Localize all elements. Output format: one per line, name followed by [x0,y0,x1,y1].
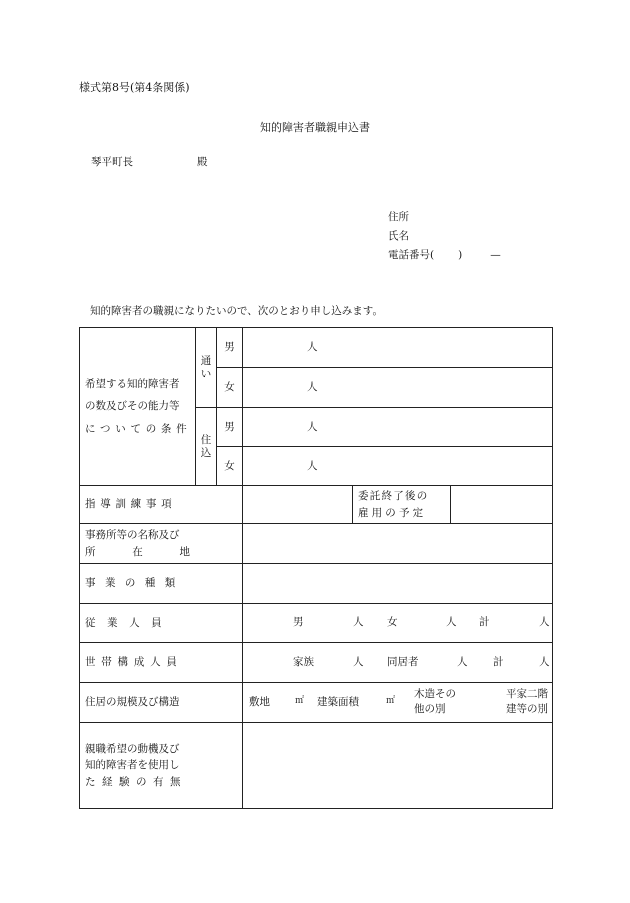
office-field[interactable] [243,524,553,564]
office-label-line1: 事務所等の名称及び [85,529,180,542]
household-family-unit: 人 [353,656,364,668]
guidance-row [80,486,553,524]
employees-male-unit: 人 [353,616,364,628]
applicant-block [388,212,501,269]
livein-char-2: 込 [200,446,212,459]
employees-field [243,604,553,643]
address-label: 住所 [388,211,409,223]
commute-char-2: い [200,367,212,380]
person-unit: 人 [307,420,318,433]
housing-floor-sqm: ㎡ [386,696,396,706]
phone-label: 電話番号( [388,249,435,261]
commute-female-count [243,368,553,408]
guidance-field[interactable] [243,486,353,524]
phone-row [388,250,501,269]
housing-wooden-line2: 他の別 [414,703,446,715]
employees-male: 男 [293,616,304,628]
motive-line3: た経験の有無 [85,775,188,788]
commute-male-label: 男 [217,328,243,368]
household-row [80,643,553,683]
livein-char-1: 住 [200,434,212,447]
form-number: 様式第8号(第4条関係) [79,81,190,94]
office-char-a: 所 [85,545,96,558]
employees-total-unit: 人 [539,616,550,628]
after-contract-line1: 委託終了後の [358,490,429,503]
name-label: 氏名 [388,230,409,242]
housing-site: 敷地 [249,696,270,708]
after-contract-field[interactable] [451,486,553,524]
household-field [243,643,553,683]
business-row [80,564,553,604]
livein-male-count [243,408,553,447]
honorific: 殿 [197,156,208,168]
office-row [80,524,553,564]
employees-female: 女 [387,616,398,628]
motive-row [80,723,553,809]
phone-dash: — [490,249,501,261]
housing-label: 住居の規模及び構造 [80,683,243,723]
office-label [80,524,243,564]
phone-paren-close: ) [458,249,463,261]
housing-field [243,683,553,723]
business-label: 事業の種類 [80,564,243,604]
office-label-line2 [85,544,190,560]
person-unit: 人 [307,381,318,394]
housing-storey-line1: 平家二階 [506,688,548,700]
housing-row [80,683,553,723]
commute-char-1: 通 [200,355,212,368]
document-title: 知的障害者職親申込書 [260,121,370,134]
wish-row-commute-male [80,328,553,368]
housing-storey-line2: 建等の別 [506,703,548,715]
household-cohabitant-unit: 人 [457,656,468,668]
commute-label [196,328,217,408]
motive-field[interactable] [243,723,553,809]
motive-label [80,723,243,809]
commute-male-count [243,328,553,368]
person-unit: 人 [307,341,318,354]
household-family: 家族 [293,656,314,668]
employees-total: 計 [479,616,490,628]
livein-male-label: 男 [217,408,243,447]
livein-female-label: 女 [217,447,243,486]
employees-row [80,604,553,643]
wish-label-line1: 希望する知的障害者 [85,378,180,391]
employees-female-unit: 人 [446,616,457,628]
wish-label-cell [80,328,196,486]
after-contract-label [353,486,451,524]
housing-floor-area: 建築面積 [317,696,359,708]
commute-female-label: 女 [217,368,243,408]
household-total: 計 [493,656,504,668]
application-table [79,327,553,809]
housing-site-sqm: ㎡ [295,696,305,706]
business-field[interactable] [243,564,553,604]
wish-label-line2: の数及びその能力等 [85,400,180,413]
addressee: 琴平町長 [91,156,133,168]
motive-line1: 親職希望の動機及び [85,743,180,756]
intro-sentence: 知的障害者の職親になりたいので、次のとおり申し込みます。 [90,305,383,317]
household-label: 世帯構成人員 [80,643,243,683]
wish-label-line3: についての条件 [85,422,192,435]
after-contract-line2: 雇用の予定 [358,506,427,519]
housing-wooden-line1: 木造その [414,688,456,700]
livein-female-count [243,447,553,486]
household-total-unit: 人 [539,656,550,668]
person-unit: 人 [307,459,318,472]
office-char-b: 在 [132,545,143,558]
employees-label: 従業人員 [80,604,243,643]
livein-label [196,408,217,486]
guidance-label: 指導訓練事項 [80,486,243,524]
office-char-c: 地 [179,545,190,558]
motive-line2: 知的障害者を使用し [85,759,180,772]
household-cohabitant: 同居者 [387,656,419,668]
